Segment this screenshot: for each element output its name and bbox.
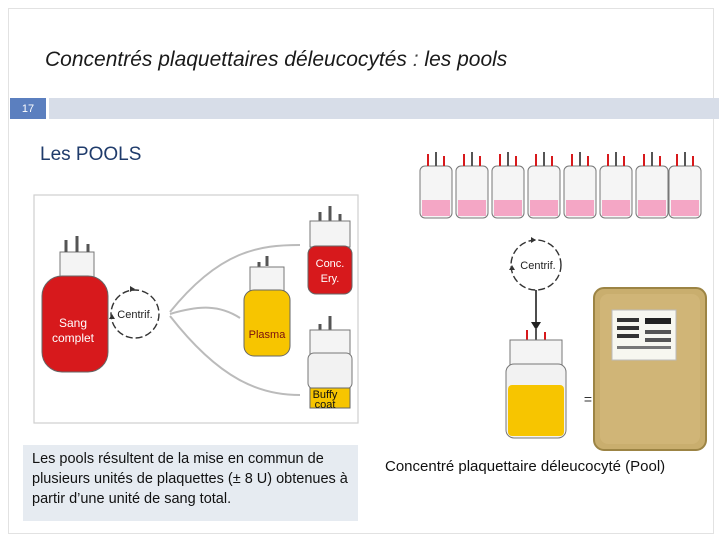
platelet-bags-row — [415, 147, 703, 225]
equals-sign: = — [583, 391, 593, 407]
whole-blood-label-1: Sang — [58, 316, 88, 330]
slide-number: 17 — [10, 98, 46, 119]
pooled-platelet-bag — [506, 328, 566, 438]
centrif-label-left: Centrif. — [117, 309, 153, 321]
right-caption: Concentré plaquettaire déleucocyté (Pool) — [385, 458, 666, 475]
rbc-label-2: Ery. — [320, 273, 340, 285]
rbc-label-1: Conc. — [315, 258, 345, 270]
centrif-label-right: Centrif. — [520, 260, 556, 272]
left-caption: Les pools résultent de la mise en commun de plusieurs unités de plaquettes (± 8 U) obtenues à partir d’une unité de sang total. — [23, 445, 358, 521]
section-subtitle: Les POOLS — [40, 144, 142, 165]
title-main: Concentrés plaquettaires déleucocytés — [45, 48, 407, 71]
title-end: les pools — [424, 48, 508, 71]
pool-bag-photo — [594, 288, 706, 450]
title-separator: : — [406, 48, 425, 71]
buffy-label-1: Buffy — [312, 389, 338, 401]
whole-blood-label-2: complet — [51, 331, 95, 345]
buffy-label-2: coat — [314, 399, 336, 411]
plasma-label: Plasma — [248, 329, 286, 341]
plasma-bag — [244, 256, 290, 356]
